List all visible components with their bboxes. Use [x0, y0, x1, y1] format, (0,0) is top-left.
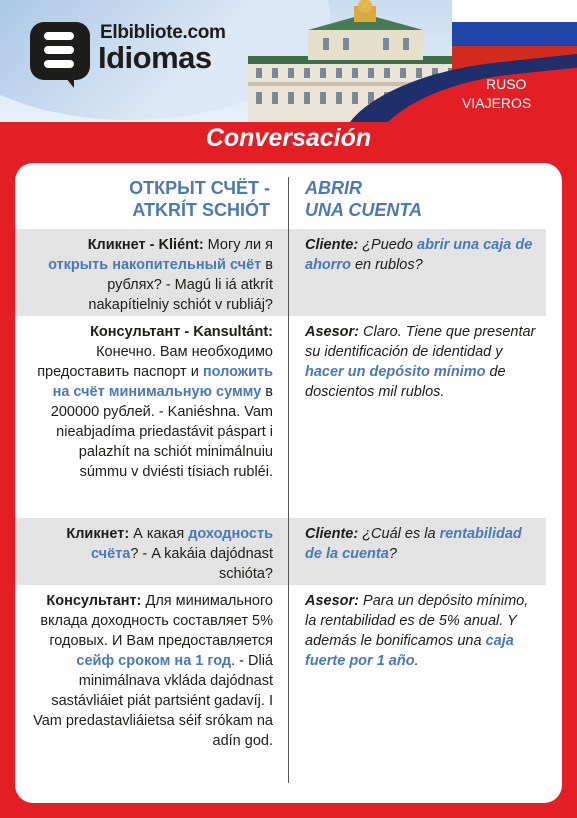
key-phrase: rentabilidad de la cuenta	[305, 526, 522, 562]
key-phrase: сейф сроком на 1 год	[76, 653, 232, 669]
russian-column-title: ОТКРЫТ СЧЁТ - ATKRÍT SCHIÓT	[129, 178, 270, 220]
logo-e-letter-icon	[44, 32, 74, 68]
conversation-card	[15, 163, 562, 803]
key-phrase: abrir una caja de ahorro	[305, 237, 533, 273]
topic-tag: VIAJEROS	[462, 95, 532, 111]
russian-line: Консультант - Kansultánt: Конечно. Вам необходимо предоставить паспорт и положить на счёт минимальную сумму в 200000 рублей. - Kaniéshna. Vam nieabjadíma priedastávit páspart i palazhít na schiót minimálnuiu súmmu v dviésti tísiach rubléi.	[37, 324, 273, 480]
key-phrase: hacer un depósito mínimo	[305, 364, 486, 380]
spanish-line: Cliente: ¿Puedo abrir una caja de ahorro en rublos?	[305, 237, 533, 273]
speech-bubble-tail	[58, 68, 74, 88]
russian-line: Кликнет - Kliént: Могу ли я открыть накопительный счёт в рублях? - Magú li iá atkrít nakapítielniy schiót v rubliáj?	[48, 237, 273, 313]
spanish-column-title: ABRIR UNA CUENTA	[305, 178, 422, 220]
spanish-line: Cliente: ¿Cuál es la rentabilidad de la cuenta?	[305, 526, 522, 562]
dialogue-row-1	[15, 229, 546, 316]
key-phrase: caja fuerte por 1 año	[305, 633, 514, 669]
dialogue-row-2	[15, 316, 546, 518]
section-title: Conversación	[205, 124, 372, 152]
russian-line: Консультант: Для минимального вклада доходность составляет 5% годовых. И Вам предоставляется сейф сроком на 1 год. - Dliá minimálnava vkláda dajódnast sastávliáiet piát partsiént gadavíj. I Vam predastavliáietsa séif srókam na adín god.	[33, 593, 273, 749]
dialogue-row-3	[15, 518, 546, 585]
russian-line: Кликнет: А какая доходность счёта? - A kakáia dajódnast schióta?	[66, 526, 273, 582]
key-phrase: открыть накопительный счёт	[48, 257, 262, 273]
spanish-line: Asesor: Claro. Tiene que presentar su identificación de identidad y hacer un depósito mínimo de doscientos mil rublos.	[305, 324, 536, 400]
key-phrase: доходность счёта	[90, 526, 273, 562]
brand-name: Idiomas	[98, 40, 212, 75]
dialogue-row-4	[15, 585, 546, 795]
column-divider	[288, 177, 289, 783]
spanish-line: Asesor: Para un depósito mínimo, la rentabilidad es de 5% anual. Y además le bonificamos una caja fuerte por 1 año.	[305, 593, 529, 669]
language-tag: RUSO	[486, 76, 527, 92]
key-phrase: положить на счёт минимальную сумму	[52, 364, 273, 400]
page-header	[0, 0, 577, 122]
site-name: Elbibliote.com	[100, 22, 226, 43]
